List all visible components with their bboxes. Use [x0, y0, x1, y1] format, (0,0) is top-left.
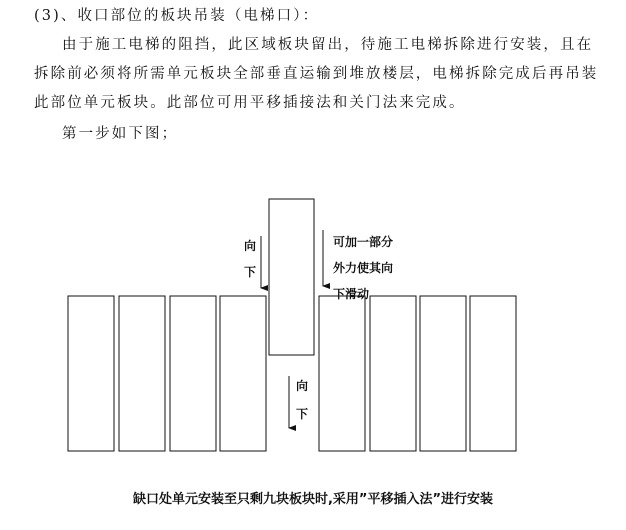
label-down-bottom-char2: 下	[296, 407, 309, 421]
step-label: 第一步如下图；	[62, 126, 179, 142]
panel-inserting	[269, 199, 314, 355]
paragraph-line-3: 此部位单元板块。此部位可用平移插接法和关门法来完成。	[34, 95, 466, 111]
panel-left-2	[119, 296, 165, 451]
panel-left-1	[68, 296, 114, 451]
paragraph-line-2: 拆除前必须将所需单元板块全部垂直运输到堆放楼层，电梯拆除完成后再吊装	[34, 66, 599, 82]
section-heading: (3)、收口部位的板块吊装（电梯口）：	[34, 8, 320, 24]
panel-right-2	[370, 296, 416, 451]
panel-right-3	[420, 296, 466, 451]
paragraph-line-1: 由于施工电梯的阻挡，此区域板块留出，待施工电梯拆除进行安装，且在	[62, 37, 594, 53]
diagram-caption: 缺口处单元安装至只剩九块板块时,采用”平移插入法”进行安装	[132, 492, 494, 507]
label-slide-line3: 下滑动	[333, 287, 370, 301]
label-down-top-char2: 下	[244, 265, 257, 279]
panel-left-3	[170, 296, 216, 451]
label-down-bottom-char1: 向	[296, 379, 309, 393]
panel-right-4	[470, 296, 516, 451]
panel-right-1	[319, 296, 365, 451]
panel-left-4	[220, 296, 266, 451]
label-down-top-char1: 向	[244, 239, 257, 253]
label-slide-line2: 外力使其向	[333, 261, 394, 275]
label-slide-line1: 可加一部分	[333, 235, 394, 249]
